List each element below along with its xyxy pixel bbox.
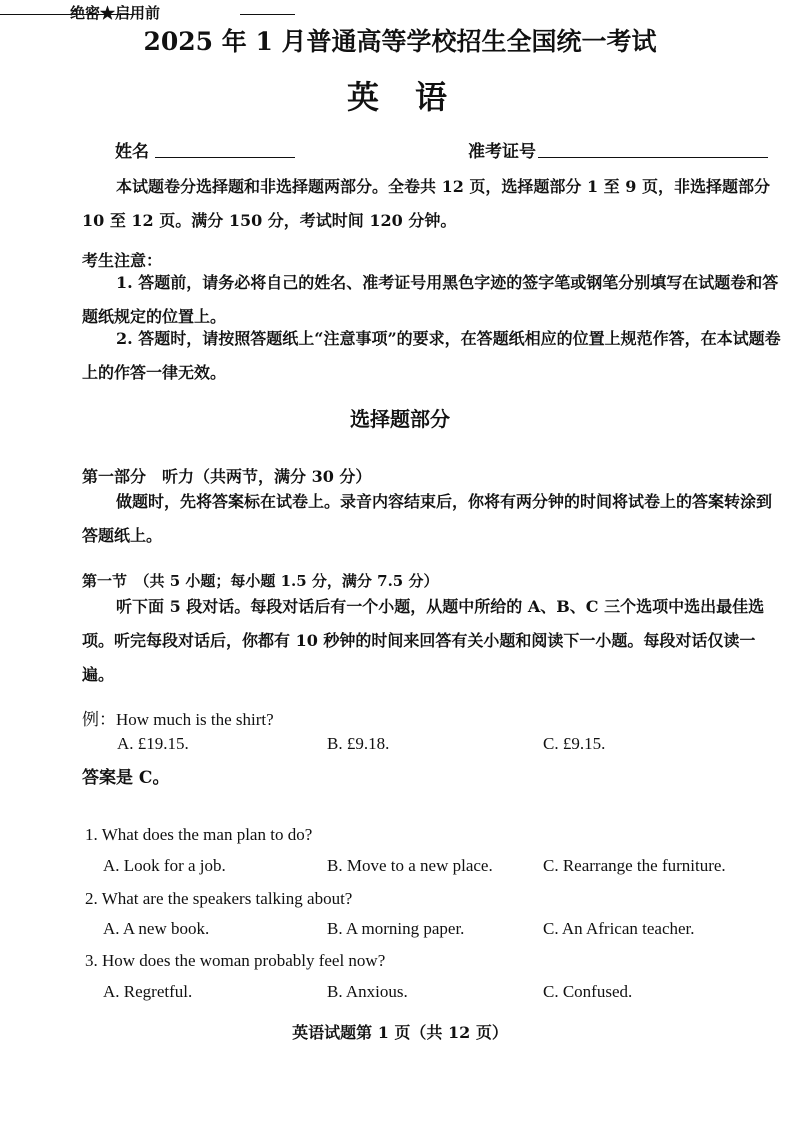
example-option-a: A. £19.15.: [117, 734, 189, 753]
example-question: 例：How much is the shirt?: [82, 710, 274, 729]
example-answer: 答案是 C。: [82, 768, 170, 788]
question-option: B. A morning paper.: [327, 919, 465, 938]
exam-id-blank: [538, 157, 768, 158]
subject-title: 英语: [346, 78, 483, 116]
confidential-label: 绝密★启用前: [70, 4, 161, 22]
part-instructions: 做题时，先将答案标在试卷上。录音内容结束后，你将有两分钟的时间将试卷上的答案转涂到答题纸上。: [82, 492, 773, 545]
question-option: C. Confused.: [543, 982, 633, 1001]
exam-id-label: 准考证号: [468, 142, 536, 162]
example-option-c: C. £9.15.: [543, 734, 606, 753]
name-blank: [155, 157, 295, 158]
intro-paragraph: 本试题卷分选择题和非选择题两部分。全卷共 12 页，选择题部分 1 至 9 页，非选择题部分 10 至 12 页。满分 150 分，考试时间 120 分钟。: [82, 177, 770, 230]
section-title: 选择题部分: [350, 407, 450, 431]
question-option: C. An African teacher.: [543, 919, 695, 938]
question-option: A. Regretful.: [103, 982, 193, 1001]
notice-item: 1. 答题前，请务必将自己的姓名、准考证号用黑色字迹的签字笔或钢笔分别填写在试题卷和答题纸规定的位置上。: [82, 273, 779, 326]
example-option-b: B. £9.18.: [327, 734, 390, 753]
section1-title: 第一节 （共 5 小题；每小题 1.5 分，满分 7.5 分）: [82, 572, 439, 590]
question-option: B. Anxious.: [327, 982, 408, 1001]
question-stem: 1. What does the man plan to do?: [85, 825, 313, 844]
notice-title: 考生注意：: [82, 251, 163, 270]
question-option: A. Look for a job.: [103, 856, 226, 875]
page-footer: 英语试题第 1 页（共 12 页）: [292, 1023, 508, 1042]
notice-item: 2. 答题时，请按照答题纸上“注意事项”的要求，在答题纸相应的位置上规范作答，在本试题卷上的作答一律无效。: [82, 329, 781, 382]
question-stem: 2. What are the speakers talking about?: [85, 889, 353, 908]
part-title: 第一部分 听力（共两节，满分 30 分）: [82, 467, 372, 486]
question-option: C. Rearrange the furniture.: [543, 856, 726, 875]
section1-instructions: 听下面 5 段对话。每段对话后有一个小题，从题中所给的 A、B、C 三个选项中选出最佳选项。听完每段对话后，你都有 10 秒钟的时间来回答有关小题和阅读下一小题。每段对话仅读一遍。: [82, 597, 765, 684]
name-label: 姓名: [115, 142, 149, 162]
question-stem: 3. How does the woman probably feel now?: [85, 951, 386, 970]
exam-title: 2025 年 1 月普通高等学校招生全国统一考试: [143, 27, 657, 56]
top-rule-right: [240, 14, 295, 15]
question-option: A. A new book.: [103, 919, 210, 938]
question-option: B. Move to a new place.: [327, 856, 493, 875]
